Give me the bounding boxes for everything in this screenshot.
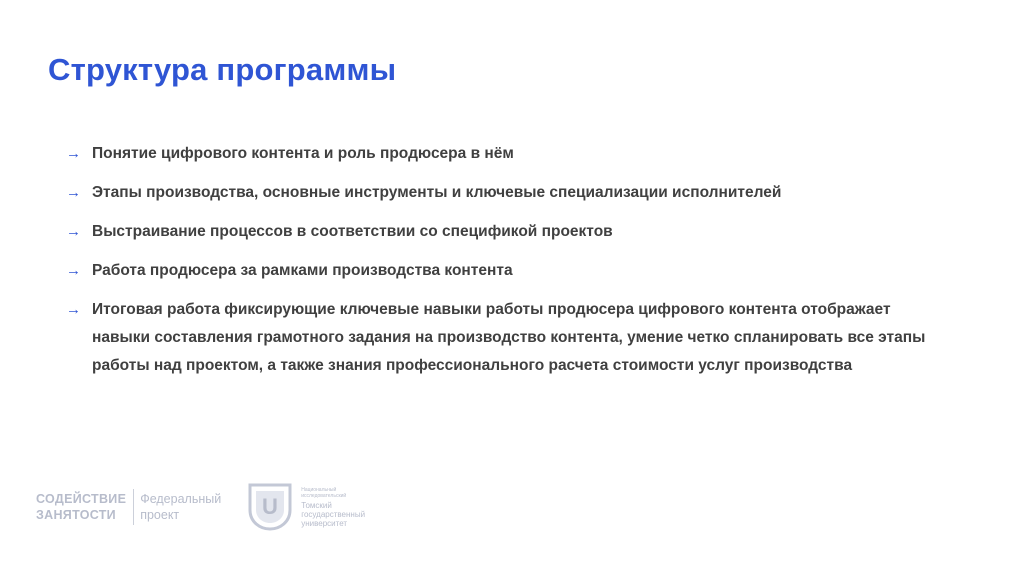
bullet-item bbox=[66, 179, 946, 207]
arrow-right-icon: → bbox=[66, 184, 81, 201]
arrow-right-icon: → bbox=[66, 262, 81, 279]
uni-name-line: университет bbox=[301, 518, 348, 528]
university-name bbox=[301, 487, 365, 528]
bullet-text: Понятие цифрового контента и роль продюсера в нём bbox=[92, 145, 514, 162]
uni-name-line: Томский bbox=[301, 500, 332, 510]
bullet-text: Этапы производства, основные инструменты и ключевые специализации исполнителей bbox=[92, 184, 782, 201]
bullet-text: Работа продюсера за рамками производства контента bbox=[92, 262, 513, 279]
uni-name-line: государственный bbox=[301, 509, 366, 519]
logo-divider bbox=[133, 489, 134, 525]
bullet-text: Итоговая работа фиксирующие ключевые навыки работы продюсера цифрового контента отображает навыки составления грамотного задания на производство контента, умение четко спланировать все этапы работы над проектом, а также знания профессионального расчета стоимости услуг производства bbox=[92, 301, 926, 374]
uni-small-line: исследовательский bbox=[301, 492, 347, 499]
footer-logos bbox=[36, 480, 365, 534]
brand-sub-line: проект bbox=[140, 508, 180, 522]
bullet-item bbox=[66, 140, 946, 168]
bullet-item bbox=[66, 218, 946, 246]
brand-sub-line: Федеральный bbox=[140, 492, 222, 506]
arrow-right-icon: → bbox=[66, 145, 81, 162]
bullet-item bbox=[66, 257, 946, 285]
bullet-item bbox=[66, 296, 946, 380]
brand-logo bbox=[36, 491, 126, 523]
brand-subtitle bbox=[140, 491, 221, 523]
uni-small-line: Национальный bbox=[301, 486, 337, 493]
arrow-right-icon: → bbox=[66, 223, 81, 240]
brand-line: СОДЕЙСТВИЕ bbox=[36, 492, 127, 506]
bullet-list bbox=[66, 140, 946, 391]
bullet-text: Выстраивание процессов в соответствии со спецификой проектов bbox=[92, 223, 613, 240]
brand-line: ЗАНЯТОСТИ bbox=[36, 508, 116, 522]
slide-title: Структура программы bbox=[48, 52, 397, 87]
university-emblem-icon bbox=[247, 482, 293, 532]
arrow-right-icon: → bbox=[66, 301, 81, 318]
emblem-letter: U bbox=[262, 494, 279, 519]
